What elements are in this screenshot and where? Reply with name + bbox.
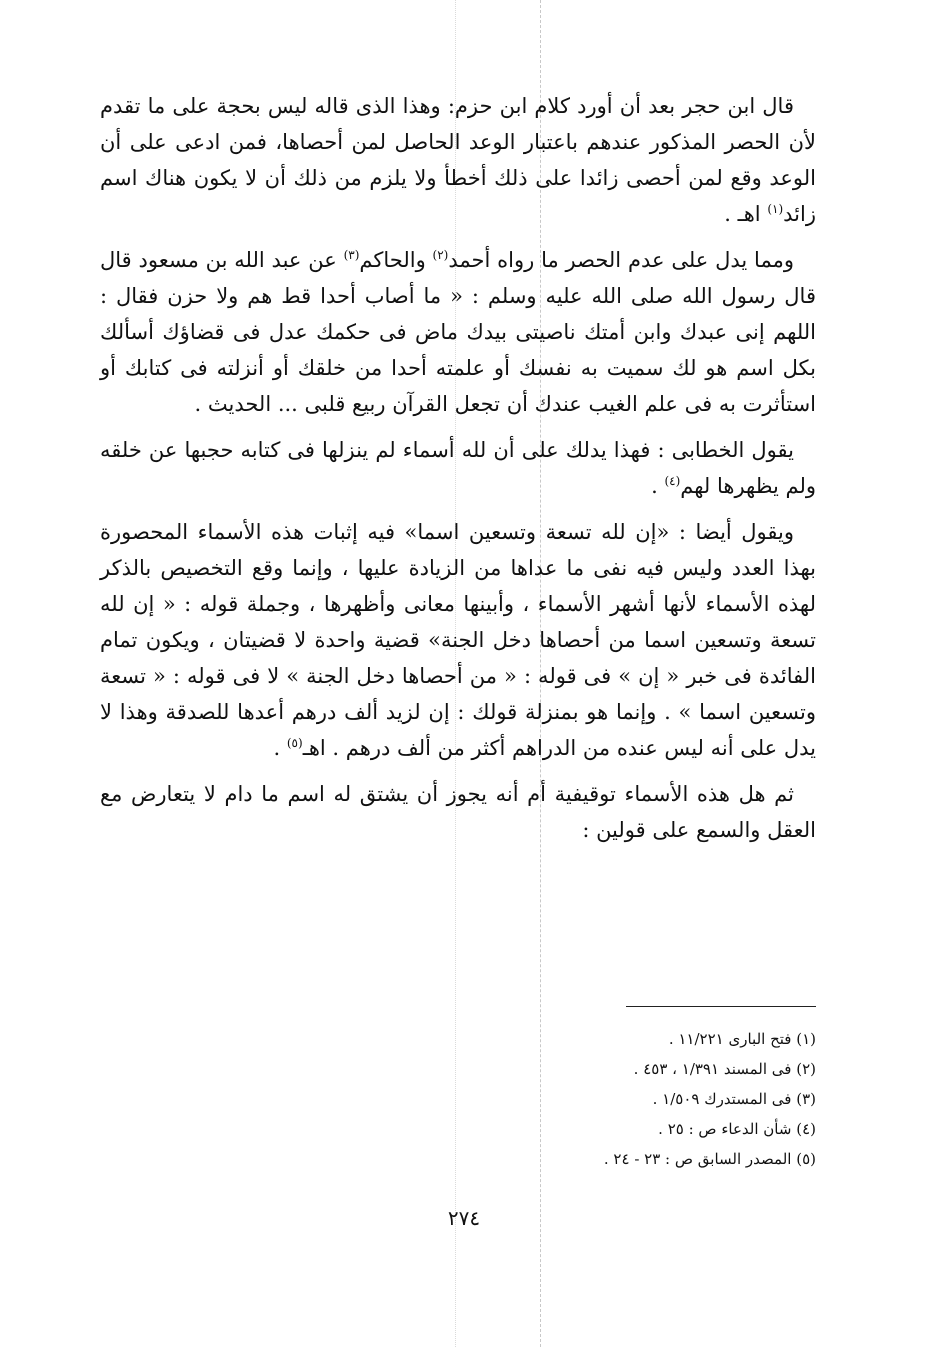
paragraph-text: اهـ . [724, 202, 768, 226]
body-text [100, 88, 816, 858]
paragraph-text: يقول الخطابى : فهذا يدلك على أن لله أسماء لم ينزلها فى كتابه حجبها عن خلقه ولم يظهرها لهم [100, 438, 816, 498]
footnote-3: (٣) فى المستدرك ١/٥٠٩ . [652, 1090, 816, 1108]
paragraph-question [100, 776, 816, 848]
footnote-reference: (٣) [343, 248, 360, 262]
footnote-2: (٢) فى المسند ١/٣٩١ ، ٤٥٣ . [633, 1060, 816, 1078]
paragraph-text: والحاكم [359, 248, 433, 272]
footnote-reference: (١) [767, 202, 784, 216]
footnote-reference: (٥) [286, 736, 303, 750]
paragraph-text: قال ابن حجر بعد أن أورد كلام ابن حزم: وهذا الذى قاله ليس بحجة على ما تقدم لأن الحصر المذكور عندهم باعتبار الوعد الحاصل لمن أحصاها، فمن ادعى على أن الوعد وقع لمن أحصى زائدا على ذلك أخطأ ولا يلزم من ذلك أن لا يكون هناك اسم زائد [100, 94, 816, 226]
paragraph-text: . [651, 474, 665, 498]
footnotes-list [366, 1024, 816, 1174]
paragraph-text: عن عبد الله بن مسعود قال قال رسول الله صلى الله عليه وسلم : « ما أصاب أحدا قط هم ولا حزن فقال : اللهم إنى عبدك وابن أمتك ناصيتى بيدك ماض فى حكمك عدل فى قضاؤك أسألك بكل اسم هو لك سميت به نفسك أو علمته أحدا من خلقك أو أنزلته فى كتابك أو استأثرت به فى علم الغيب عندك أن تجعل القرآن ربيع قلبى ... الحديث . [100, 248, 816, 416]
footnote-reference: (٤) [664, 474, 681, 488]
footnote-reference: (٢) [432, 248, 449, 262]
paragraph-ibn-hajar [100, 88, 816, 232]
paragraph-text: ويقول أيضا : «إن لله تسعة وتسعين اسما» فيه إثبات هذه الأسماء المحصورة بهذا العدد وليس فيه نفى ما عداها من الزيادة عليها ، وإنما وقع التخصيص بالذكر لهذه الأسماء لأنها أشهر الأسماء ، وأبينها معانى وأظهرها ، وجملة قوله : « إن لله تسعة وتسعين اسما من أحصاها دخل الجنة» قضية واحدة لا قضيتان ، ويكون تمام الفائدة فى خبر « إن » فى قوله : « من أحصاها دخل الجنة » لا فى قوله : « تسعة وتسعين اسما » . وإنما هو بمنزلة قولك : إن لزيد ألف درهم أعدها للصدقة وهذا لا يدل على أنه ليس عنده من الدراهم أكثر من ألف درهم . اهـ [100, 520, 816, 760]
footnote-1: (١) فتح البارى ١١/٢٢١ . [668, 1030, 816, 1048]
paragraph-text: ومما يدل على عدم الحصر ما رواه أحمد [448, 248, 794, 272]
paragraph-text: ثم هل هذه الأسماء توقيفية أم أنه يجوز أن يشتق له اسم ما دام لا يتعارض مع العقل والسمع على قولين : [100, 782, 816, 842]
footnote-5: (٥) المصدر السابق ص : ٢٣ - ٢٤ . [603, 1150, 816, 1168]
footnote-separator [626, 1006, 816, 1007]
paragraph-hadith [100, 242, 816, 422]
paragraph-khattabi [100, 432, 816, 504]
footnote-4: (٤) شأن الدعاء ص : ٢٥ . [658, 1120, 816, 1138]
paragraph-khattabi-continued [100, 514, 816, 766]
paragraph-text: . [273, 736, 287, 760]
page-number: ٢٧٤ [447, 1206, 481, 1230]
